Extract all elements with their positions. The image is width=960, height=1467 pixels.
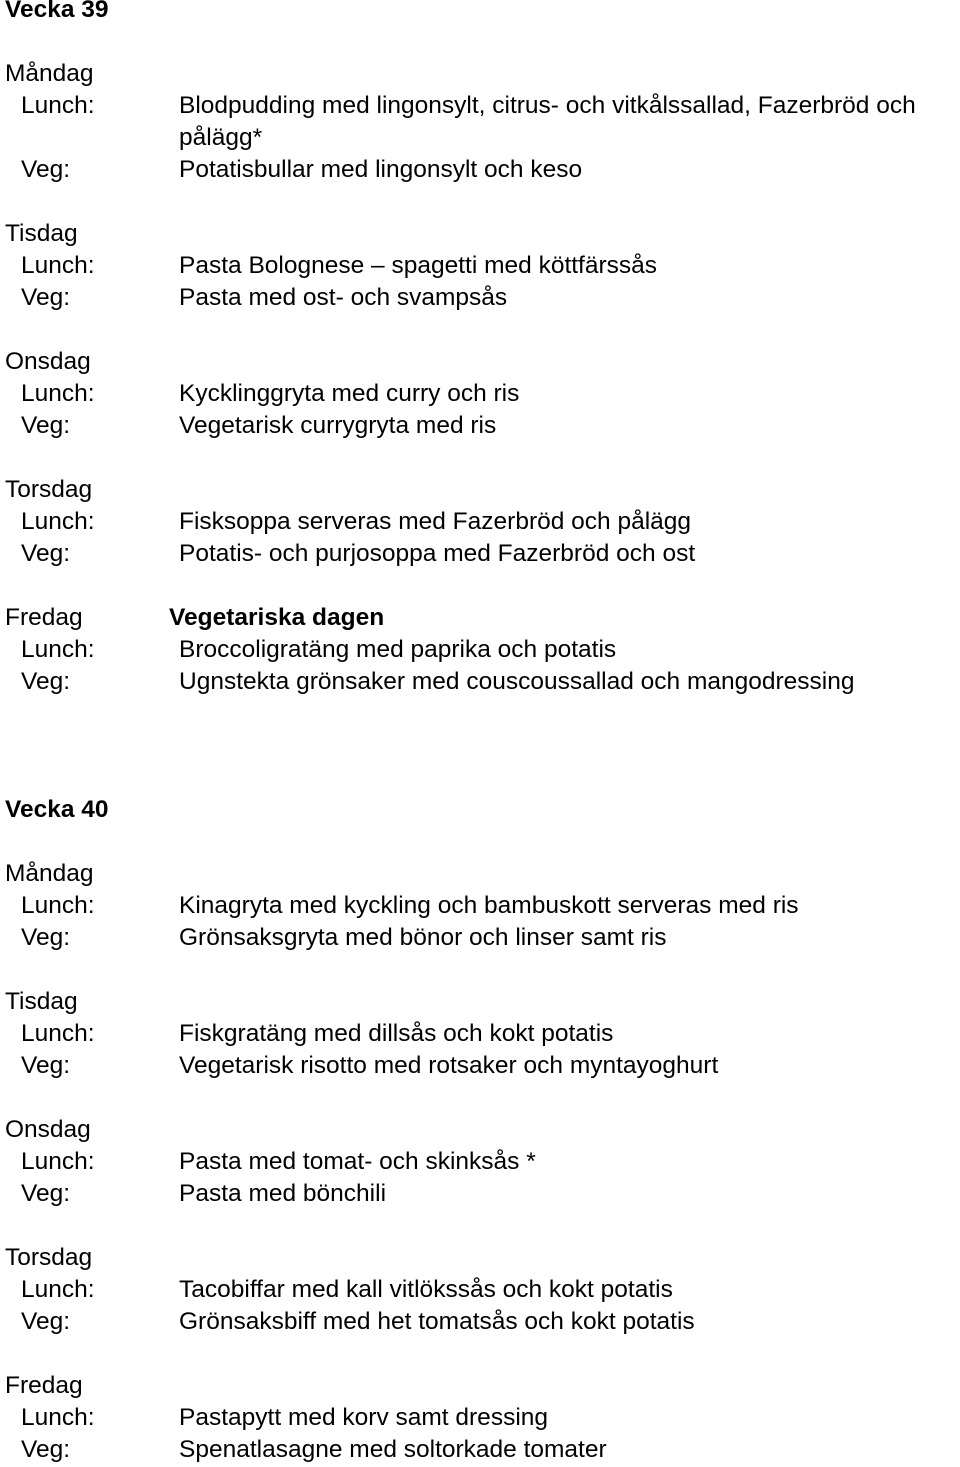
day-name: Fredag (5, 604, 83, 631)
lunch-dish: Pasta med tomat- och skinksås * (179, 1148, 536, 1175)
veg-row (5, 1434, 955, 1466)
veg-label: Veg: (21, 1052, 71, 1079)
veg-dish: Ugnstekta grönsaker med couscoussallad och mangodressing (179, 668, 855, 695)
veg-label: Veg: (21, 924, 71, 951)
lunch-label: Lunch: (21, 1148, 95, 1175)
lunch-dish: Pastapytt med korv samt dressing (179, 1404, 549, 1431)
day-name: Tisdag (5, 988, 78, 1015)
lunch-label: Lunch: (21, 1020, 95, 1047)
veg-row (5, 154, 955, 186)
lunch-label: Lunch: (21, 508, 95, 535)
lunch-row (5, 90, 955, 154)
veg-label: Veg: (21, 1180, 71, 1207)
veg-row (5, 1306, 955, 1338)
veg-row (5, 1050, 955, 1082)
lunch-dish: Fiskgratäng med dillsås och kokt potatis (179, 1020, 614, 1047)
veg-row (5, 1178, 955, 1210)
veg-dish: Vegetarisk risotto med rotsaker och myntayoghurt (179, 1052, 719, 1079)
week-40-section (5, 794, 955, 1466)
day-thursday (5, 474, 955, 570)
veg-label: Veg: (21, 412, 71, 439)
day-name-row (5, 602, 955, 634)
lunch-label: Lunch: (21, 380, 95, 407)
veg-row (5, 410, 955, 442)
day-friday (5, 1370, 955, 1466)
veg-row (5, 922, 955, 954)
lunch-row (5, 890, 955, 922)
veg-dish: Pasta med bönchili (179, 1180, 387, 1207)
day-name: Tisdag (5, 220, 78, 247)
veg-row (5, 538, 955, 570)
vegetarian-day-note: Vegetariska dagen (169, 604, 385, 631)
veg-row (5, 282, 955, 314)
veg-label: Veg: (21, 1308, 71, 1335)
day-wednesday (5, 1114, 955, 1210)
lunch-dish: Pasta Bolognese – spagetti med köttfärssås (179, 252, 658, 279)
veg-dish: Grönsaksbiff med het tomatsås och kokt potatis (179, 1308, 695, 1335)
day-monday (5, 858, 955, 954)
lunch-row (5, 1146, 955, 1178)
lunch-label: Lunch: (21, 1276, 95, 1303)
day-name: Måndag (5, 60, 94, 87)
day-name: Fredag (5, 1372, 83, 1399)
veg-label: Veg: (21, 540, 71, 567)
day-name: Måndag (5, 860, 94, 887)
lunch-dish: Tacobiffar med kall vitlökssås och kokt potatis (179, 1276, 673, 1303)
veg-dish: Potatis- och purjosoppa med Fazerbröd och ost (179, 540, 696, 567)
lunch-row (5, 1402, 955, 1434)
day-wednesday (5, 346, 955, 442)
veg-dish: Vegetarisk currygryta med ris (179, 412, 497, 439)
veg-dish: Potatisbullar med lingonsylt och keso (179, 156, 583, 183)
lunch-row (5, 250, 955, 282)
lunch-row (5, 1274, 955, 1306)
lunch-label: Lunch: (21, 892, 95, 919)
day-thursday (5, 1242, 955, 1338)
lunch-dish: Fisksoppa serveras med Fazerbröd och pålägg (179, 508, 692, 535)
lunch-label: Lunch: (21, 252, 95, 279)
day-name: Onsdag (5, 1116, 91, 1143)
day-tuesday (5, 218, 955, 314)
veg-dish: Pasta med ost- och svampsås (179, 284, 508, 311)
lunch-row (5, 1018, 955, 1050)
day-name: Onsdag (5, 348, 91, 375)
day-monday (5, 58, 955, 186)
lunch-label: Lunch: (21, 92, 95, 119)
day-name: Torsdag (5, 1244, 93, 1271)
day-tuesday (5, 986, 955, 1082)
veg-label: Veg: (21, 668, 71, 695)
lunch-row (5, 506, 955, 538)
lunch-label: Lunch: (21, 636, 95, 663)
lunch-row (5, 378, 955, 410)
veg-dish: Spenatlasagne med soltorkade tomater (179, 1436, 607, 1463)
day-friday (5, 602, 955, 698)
lunch-dish: Broccoligratäng med paprika och potatis (179, 636, 617, 663)
day-name: Torsdag (5, 476, 93, 503)
veg-label: Veg: (21, 156, 71, 183)
veg-row (5, 666, 955, 698)
lunch-label: Lunch: (21, 1404, 95, 1431)
week-39-section (5, 0, 955, 698)
lunch-dish: Kinagryta med kyckling och bambuskott serveras med ris (179, 892, 799, 919)
lunch-row (5, 634, 955, 666)
lunch-dish: Kycklinggryta med curry och ris (179, 380, 520, 407)
week-title: Vecka 39 (5, 0, 109, 23)
veg-label: Veg: (21, 284, 71, 311)
veg-dish: Grönsaksgryta med bönor och linser samt ris (179, 924, 667, 951)
week-title: Vecka 40 (5, 796, 109, 823)
lunch-dish: Blodpudding med lingonsylt, citrus- och vitkålssallad, Fazerbröd och pålägg* (179, 92, 916, 151)
veg-label: Veg: (21, 1436, 71, 1463)
